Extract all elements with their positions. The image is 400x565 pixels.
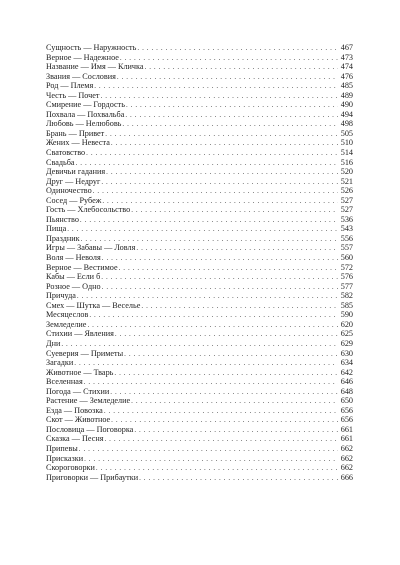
toc-entry-title: Честь — Почет xyxy=(46,90,100,100)
toc-entry-title: Смирение — Гордость xyxy=(46,100,125,110)
toc-entry-title: Присказки xyxy=(46,453,84,463)
toc-entry-page-number: 662 xyxy=(340,453,353,463)
toc-entry xyxy=(46,81,353,91)
dot-leader xyxy=(106,168,338,178)
toc-entry-title: Воля — Неволя xyxy=(46,253,101,263)
toc-entry-title: Верное — Надежное xyxy=(46,52,119,62)
toc-entry-title: Месяцеслов xyxy=(46,310,89,320)
toc-entry-page-number: 521 xyxy=(340,176,353,186)
toc-entry-page-number: 576 xyxy=(340,272,353,282)
toc-entry-page-number: 514 xyxy=(340,148,353,158)
toc-entry-title: Друг — Недруг xyxy=(46,176,101,186)
toc-entry-page-number: 516 xyxy=(340,157,353,167)
toc-entry-page-number: 582 xyxy=(340,291,353,301)
toc-entry-page-number: 620 xyxy=(340,319,353,329)
dot-leader xyxy=(126,101,338,111)
toc-entry xyxy=(46,110,353,120)
toc-entry-title: Розное — Одно xyxy=(46,281,101,291)
dot-leader xyxy=(101,273,338,283)
dot-leader xyxy=(111,139,338,149)
toc-entry-page-number: 527 xyxy=(340,205,353,215)
toc-entry xyxy=(46,444,353,454)
toc-entry-title: Праздник xyxy=(46,233,80,243)
toc-entry-title: Езда — Повозка xyxy=(46,405,103,415)
toc-entry xyxy=(46,272,353,282)
dot-leader xyxy=(136,244,338,254)
toc-entry-page-number: 662 xyxy=(340,443,353,453)
toc-entry-page-number: 485 xyxy=(340,81,353,91)
toc-entry-title: Гость — Хлебосольство xyxy=(46,205,131,215)
toc-entry-page-number: 661 xyxy=(340,424,353,434)
dot-leader xyxy=(134,426,338,436)
dot-leader xyxy=(102,283,338,293)
toc-entry-page-number: 661 xyxy=(340,434,353,444)
toc-entry-title: Сказка — Песня xyxy=(46,434,104,444)
toc-entry-page-number: 650 xyxy=(340,396,353,406)
toc-entry xyxy=(46,291,353,301)
toc-entry xyxy=(46,387,353,397)
dot-leader xyxy=(84,455,338,465)
toc-entry-title: Погода — Стихии xyxy=(46,386,110,396)
toc-entry-title: Земледелие xyxy=(46,319,87,329)
dot-leader xyxy=(111,416,338,426)
toc-entry-title: Дни xyxy=(46,338,61,348)
toc-entry xyxy=(46,425,353,435)
toc-entry-title: Любовь — Нелюбовь xyxy=(46,119,122,129)
toc-entry-title: Растение — Земледелие xyxy=(46,396,131,406)
toc-entry-page-number: 494 xyxy=(340,109,353,119)
dot-leader xyxy=(80,216,338,226)
toc-entry-title: Скороговорки xyxy=(46,463,95,473)
dot-leader xyxy=(117,73,338,83)
toc-entry-title: Игры — Забавы — Ловля xyxy=(46,243,136,253)
toc-entry-page-number: 474 xyxy=(340,62,353,72)
toc-entry xyxy=(46,72,353,82)
dot-leader xyxy=(119,264,338,274)
toc-entry-page-number: 557 xyxy=(340,243,353,253)
toc-entry-title: Приговорки — Прибаутки xyxy=(46,472,139,482)
dot-leader xyxy=(101,178,338,188)
toc-entry-page-number: 656 xyxy=(340,405,353,415)
toc-entry-title: Название — Имя — Кличка xyxy=(46,62,144,72)
toc-entry xyxy=(46,301,353,311)
toc-entry xyxy=(46,91,353,101)
dot-leader xyxy=(141,302,338,312)
toc-entry-page-number: 648 xyxy=(340,386,353,396)
toc-entry xyxy=(46,186,353,196)
dot-leader xyxy=(79,445,338,455)
toc-entry-page-number: 467 xyxy=(340,43,353,52)
toc-entry xyxy=(46,205,353,215)
toc-entry-page-number: 590 xyxy=(340,310,353,320)
toc-entry xyxy=(46,129,353,139)
toc-entry-page-number: 510 xyxy=(340,138,353,148)
toc-entry xyxy=(46,100,353,110)
toc-entry-title: Вселенная xyxy=(46,377,83,387)
toc-entry xyxy=(46,320,353,330)
toc-entry-page-number: 666 xyxy=(340,472,353,482)
toc-entry-title: Звания — Сословия xyxy=(46,71,116,81)
toc-entry xyxy=(46,158,353,168)
dot-leader xyxy=(102,254,338,264)
dot-leader xyxy=(124,350,338,360)
toc-entry xyxy=(46,119,353,129)
toc-entry xyxy=(46,463,353,473)
toc-entry-title: Одиночество xyxy=(46,186,92,196)
dot-leader xyxy=(139,474,338,484)
toc-entry-page-number: 473 xyxy=(340,52,353,62)
toc-entry xyxy=(46,310,353,320)
toc-entry-title: Стихии — Явления xyxy=(46,329,114,339)
toc-entry xyxy=(46,454,353,464)
dot-leader xyxy=(104,407,338,417)
dot-leader xyxy=(86,149,338,159)
toc-entry xyxy=(46,396,353,406)
toc-entry-page-number: 634 xyxy=(340,358,353,368)
toc-entry-title: Кабы — Если б xyxy=(46,272,101,282)
toc-entry-page-number: 543 xyxy=(340,224,353,234)
toc-entry xyxy=(46,62,353,72)
toc-entry-page-number: 577 xyxy=(340,281,353,291)
table-of-contents xyxy=(46,43,353,482)
dot-leader xyxy=(76,159,338,169)
toc-entry-title: Пища xyxy=(46,224,67,234)
toc-entry xyxy=(46,358,353,368)
dot-leader xyxy=(131,397,338,407)
toc-entry-title: Загадки xyxy=(46,358,74,368)
toc-entry-title: Суеверия — Приметы xyxy=(46,348,124,358)
toc-entry-title: Сосед — Рубеж xyxy=(46,195,102,205)
toc-entry-page-number: 629 xyxy=(340,338,353,348)
dot-leader xyxy=(122,120,338,130)
toc-entry-title: Сватовство xyxy=(46,148,86,158)
dot-leader xyxy=(102,197,338,207)
toc-entry xyxy=(46,282,353,292)
toc-entry xyxy=(46,243,353,253)
dot-leader xyxy=(115,330,338,340)
toc-entry-page-number: 505 xyxy=(340,128,353,138)
toc-entry-page-number: 498 xyxy=(340,119,353,129)
dot-leader xyxy=(89,311,338,321)
toc-entry xyxy=(46,177,353,187)
dot-leader xyxy=(110,388,338,398)
toc-entry xyxy=(46,196,353,206)
toc-entry-title: Причуда xyxy=(46,291,76,301)
toc-entry xyxy=(46,53,353,63)
toc-entry xyxy=(46,377,353,387)
toc-entry-title: Скот — Животное xyxy=(46,415,111,425)
toc-entry xyxy=(46,263,353,273)
toc-entry xyxy=(46,329,353,339)
toc-entry-page-number: 625 xyxy=(340,329,353,339)
toc-entry xyxy=(46,253,353,263)
toc-entry-page-number: 560 xyxy=(340,253,353,263)
dot-leader xyxy=(101,92,338,102)
toc-entry xyxy=(46,234,353,244)
toc-entry xyxy=(46,215,353,225)
dot-leader xyxy=(67,225,338,235)
toc-entry-title: Припевы xyxy=(46,443,78,453)
toc-entry-title: Похвала — Похвальба xyxy=(46,109,125,119)
toc-entry-page-number: 630 xyxy=(340,348,353,358)
toc-entry-title: Сущность — Наружность xyxy=(46,43,137,52)
toc-entry-title: Брань — Привет xyxy=(46,128,105,138)
toc-entry xyxy=(46,349,353,359)
dot-leader xyxy=(131,206,338,216)
toc-entry xyxy=(46,415,353,425)
toc-entry-page-number: 526 xyxy=(340,186,353,196)
dot-leader xyxy=(120,54,338,64)
toc-entry-title: Животное — Тварь xyxy=(46,367,114,377)
toc-entry xyxy=(46,148,353,158)
toc-entry-page-number: 520 xyxy=(340,167,353,177)
toc-entry-page-number: 476 xyxy=(340,71,353,81)
toc-entry-title: Жених — Невеста xyxy=(46,138,110,148)
dot-leader xyxy=(125,111,338,121)
toc-entry xyxy=(46,434,353,444)
dot-leader xyxy=(84,378,338,388)
dot-leader xyxy=(105,130,338,140)
dot-leader xyxy=(94,82,338,92)
toc-entry-title: Свадьба xyxy=(46,157,75,167)
dot-leader xyxy=(137,44,338,54)
toc-entry xyxy=(46,339,353,349)
toc-entry-page-number: 572 xyxy=(340,262,353,272)
toc-entry xyxy=(46,406,353,416)
dot-leader xyxy=(87,321,338,331)
toc-entry-title: Верное — Вестимое xyxy=(46,262,118,272)
toc-entry-page-number: 490 xyxy=(340,100,353,110)
toc-entry-title: Пьянство xyxy=(46,214,79,224)
toc-entry-title: Род — Племя xyxy=(46,81,94,91)
toc-entry xyxy=(46,473,353,483)
toc-entry xyxy=(46,368,353,378)
toc-entry-page-number: 642 xyxy=(340,367,353,377)
dot-leader xyxy=(93,187,338,197)
toc-entry xyxy=(46,224,353,234)
toc-entry-page-number: 662 xyxy=(340,463,353,473)
toc-entry-page-number: 489 xyxy=(340,90,353,100)
toc-entry xyxy=(46,138,353,148)
toc-entry-title: Смех — Шутка — Веселье xyxy=(46,300,141,310)
toc-entry-page-number: 527 xyxy=(340,195,353,205)
dot-leader xyxy=(104,435,338,445)
toc-entry-title: Девичьи гадания xyxy=(46,167,106,177)
toc-entry-page-number: 556 xyxy=(340,233,353,243)
dot-leader xyxy=(145,63,338,73)
toc-entry-page-number: 656 xyxy=(340,415,353,425)
toc-entry-page-number: 646 xyxy=(340,377,353,387)
toc-entry-title: Пословица — Поговорка xyxy=(46,424,134,434)
toc-entry-page-number: 585 xyxy=(340,300,353,310)
toc-entry xyxy=(46,43,353,53)
toc-entry-page-number: 536 xyxy=(340,214,353,224)
toc-entry xyxy=(46,167,353,177)
dot-leader xyxy=(114,369,338,379)
